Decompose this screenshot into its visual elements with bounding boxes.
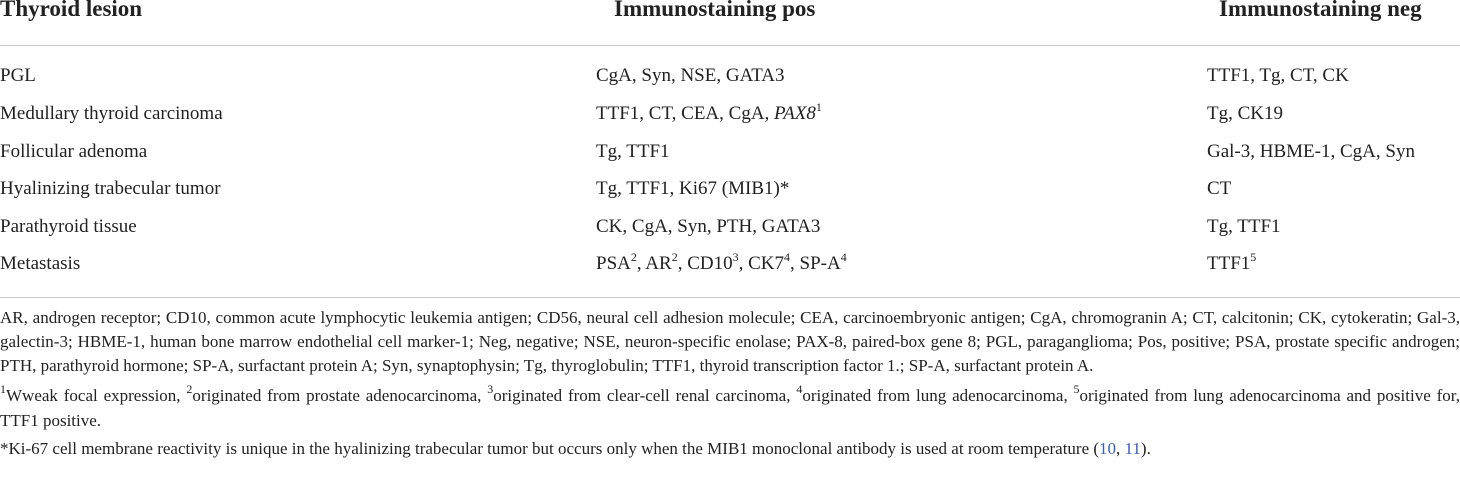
footnote-ref: 5 [1073,382,1080,396]
footnote-ref: 2 [186,382,193,396]
footnote-ref: 5 [1250,250,1257,264]
footnote-text: originated from prostate adenocarcinoma, [192,386,488,405]
neg-text: TTF1 [1207,253,1251,274]
footnote-ref: 4 [784,250,791,264]
table-row [0,208,1460,245]
footnote-ref: 1 [0,382,6,396]
marker-ar: , AR [636,253,672,274]
footnotes [0,384,1460,433]
cell-lesion: Follicular adenoma [0,141,148,162]
footnote-ref: 2 [671,250,678,264]
table-notes [0,306,1460,461]
table-row [0,57,1460,94]
header-immunostaining-pos: Immunostaining pos [614,0,816,21]
abbreviations-note: AR, androgen receptor; CD10, common acute lymphocytic leukemia antigen; CD56, neural cell adhesion molecule; CEA, carcinoembryonic antigen; CgA, chromogranin A; CT, calcitonin; CK, cytokeratin; Gal-3, galectin-3; HBME-1, human bone marrow endothelial cell marker-1; Neg, negative; NSE, neuron-specific enolase; PAX-8, paired-box gene 8; PGL, paraganglioma; Pos, positive; PSA, prostate specific androgen; PTH, parathyroid hormone; SP-A, surfactant protein A; Syn, synaptophysin; Tg, thyroglobulin; TTF1, thyroid transcription factor 1.; SP-A, surfactant protein A. [0,308,1460,375]
cell-lesion: Hyalinizing trabecular tumor [0,178,221,199]
table-row [0,95,1460,132]
table-row [0,133,1460,170]
footnote-ref: 4 [796,382,803,396]
ki67-note-sep: , [1116,439,1125,458]
cell-pos: Tg, TTF1 [596,141,670,162]
header-thyroid-lesion: Thyroid lesion [0,0,143,21]
footnote-ref: 4 [840,250,847,264]
reference-link-10[interactable]: 10 [1099,439,1117,458]
cell-lesion: Parathyroid tissue [0,216,137,237]
cell-neg [1207,245,1256,284]
cell-lesion: PGL [0,65,36,86]
table-row [0,245,1460,282]
cell-pos: CK, CgA, Syn, PTH, GATA3 [596,216,821,237]
footnote-text: originated from lung adenocarcinoma and positive for, TTF1 positive. [0,386,1460,430]
footnote-ref: 3 [487,382,494,396]
reference-link-11[interactable]: 11 [1124,439,1141,458]
cell-neg: TTF1, Tg, CT, CK [1207,65,1349,86]
table-row [0,170,1460,207]
cell-pos: CgA, Syn, NSE, GATA3 [596,65,785,86]
footnote-ref: 2 [630,250,637,264]
marker-ck7: , CK7 [738,253,785,274]
footnote-text: Wweak focal expression, [6,386,187,405]
header-divider [0,45,1460,46]
cell-neg: Gal-3, HBME-1, CgA, Syn [1207,141,1415,162]
cell-neg: Tg, TTF1 [1207,216,1281,237]
cell-pos: Tg, TTF1, Ki67 (MIB1)* [596,178,790,199]
table-bottom-divider [0,297,1460,298]
ki67-note-text: *Ki-67 cell membrane reactivity is unique in the hyalinizing trabecular tumor but occurs only when the MIB1 monoclonal antibody is used at room temperature ( [0,439,1100,458]
cell-neg: CT [1207,178,1232,199]
footnote-text: originated from lung adenocarcinoma, [802,386,1074,405]
marker-cd10: , CD10 [677,253,733,274]
ki67-note [0,437,1460,461]
footnote-text: originated from clear-cell renal carcinoma, [493,386,797,405]
cell-neg: Tg, CK19 [1207,103,1283,124]
footnote-ref: 3 [732,250,739,264]
pax8-italic: PAX8 [774,103,816,124]
cell-pos [596,95,822,134]
cell-lesion: Metastasis [0,253,81,274]
header-immunostaining-neg: Immunostaining neg [1219,0,1422,21]
pos-text: TTF1, CT, CEA, CgA, [596,103,775,124]
footnote-ref: 1 [815,100,822,114]
cell-lesion: Medullary thyroid carcinoma [0,103,223,124]
marker-psa: PSA [596,253,631,274]
marker-spa: , SP-A [790,253,841,274]
cell-pos [596,245,847,284]
ki67-note-suffix: ). [1140,439,1151,458]
